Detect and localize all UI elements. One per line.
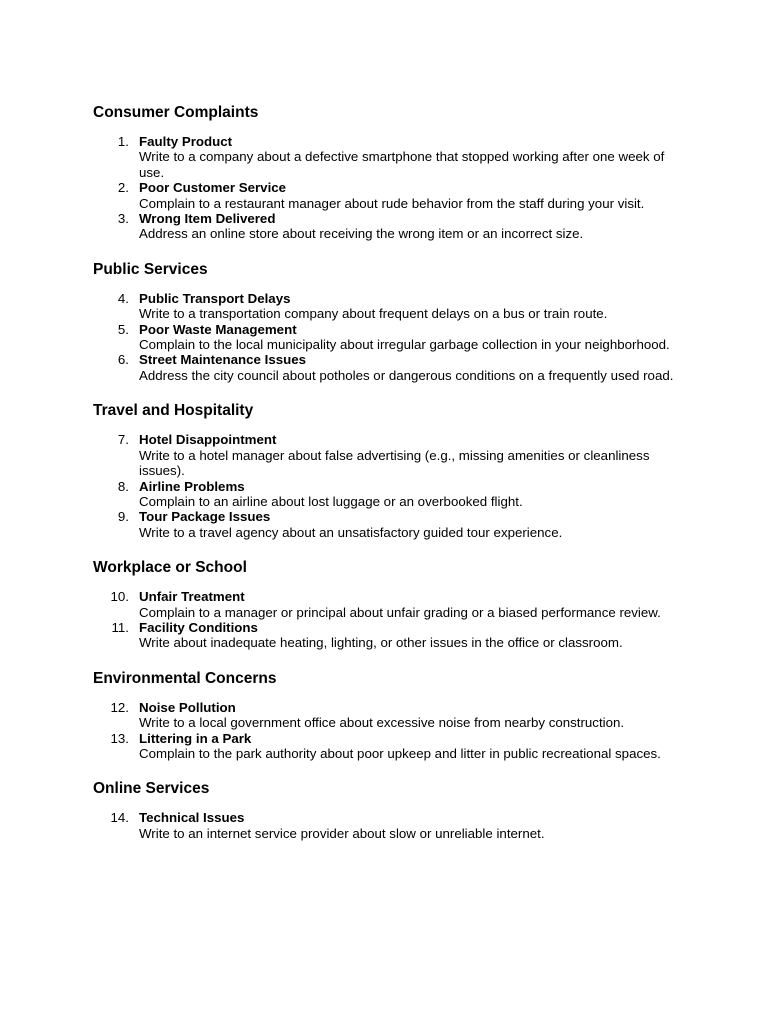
item-description: Write to a local government office about excessive noise from nearby construction. [139, 715, 625, 731]
item-number: 6. [117, 352, 129, 368]
item-title: Unfair Treatment [139, 589, 245, 605]
item-number: 2. [117, 180, 129, 196]
item-number: 7. [117, 432, 129, 448]
item-title: Faulty Product [139, 134, 233, 149]
item-list [93, 432, 693, 540]
list-item [93, 620, 693, 651]
list-item [93, 509, 693, 540]
section-heading: Travel and Hospitality [93, 402, 254, 420]
item-description: Complain to the local municipality about irregular garbage collection in your neighborhood. [139, 337, 670, 353]
item-description: Write about inadequate heating, lighting, or other issues in the office or classroom. [139, 635, 623, 651]
item-title: Facility Conditions [139, 619, 258, 635]
item-title: Public Transport Delays [139, 290, 291, 306]
section [93, 400, 693, 540]
list-item [93, 352, 693, 383]
item-description: Write to a transportation company about frequent delays on a bus or train route. [139, 306, 608, 322]
list-item [93, 211, 693, 242]
item-description: Address the city council about potholes or dangerous conditions on a frequently used road. [139, 367, 674, 383]
item-list [93, 589, 693, 651]
item-list [93, 810, 693, 841]
item-title: Poor Customer Service [139, 180, 287, 196]
section-heading: Public Services [93, 260, 208, 278]
item-number: 12. [110, 699, 129, 715]
section [93, 259, 693, 383]
item-description: Address an online store about receiving the wrong item or an incorrect size. [139, 226, 584, 242]
list-item [93, 810, 693, 841]
section-heading: Environmental Concerns [93, 669, 277, 687]
item-description: Complain to a manager or principal about unfair grading or a biased performance review. [139, 604, 661, 620]
item-number: 4. [117, 290, 129, 306]
item-title: Wrong Item Delivered [139, 211, 276, 227]
item-title: Hotel Disappointment [139, 432, 277, 448]
item-number: 5. [117, 321, 129, 337]
section [93, 102, 693, 242]
item-number: 10. [110, 589, 129, 605]
item-number: 9. [117, 509, 129, 525]
list-item [93, 700, 693, 731]
item-title: Street Maintenance Issues [139, 352, 307, 368]
list-item [93, 479, 693, 510]
item-title: Poor Waste Management [139, 321, 297, 337]
item-number: 1. [117, 134, 129, 149]
section [93, 668, 693, 762]
item-description: Complain to the park authority about poor upkeep and litter in public recreational spaces. [139, 745, 661, 761]
section [93, 557, 693, 651]
item-description: Write to an internet service provider about slow or unreliable internet. [139, 825, 545, 841]
item-title: Noise Pollution [139, 699, 236, 715]
item-title: Airline Problems [139, 478, 245, 494]
list-item [93, 291, 693, 322]
item-description: Write to a hotel manager about false advertising (e.g., missing amenities or cleanliness issues). [139, 447, 650, 479]
section-heading: Online Services [93, 780, 210, 798]
item-list [93, 700, 693, 762]
item-description: Complain to an airline about lost luggage or an overbooked flight. [139, 493, 523, 509]
document-body [93, 102, 693, 841]
list-item [93, 322, 693, 353]
item-number: 14. [110, 810, 129, 826]
item-list [93, 291, 693, 383]
section-heading: Consumer Complaints [93, 104, 259, 121]
item-title: Littering in a Park [139, 730, 252, 746]
section-heading: Workplace or School [93, 559, 247, 577]
item-description: Write to a company about a defective smartphone that stopped working after one week of use. [139, 149, 665, 180]
item-description: Complain to a restaurant manager about rude behavior from the staff during your visit. [139, 195, 645, 211]
item-title: Tour Package Issues [139, 509, 271, 525]
item-number: 3. [117, 211, 129, 227]
item-title: Technical Issues [139, 810, 245, 826]
item-list [93, 134, 693, 242]
list-item [93, 589, 693, 620]
item-number: 8. [117, 478, 129, 494]
section [93, 778, 693, 841]
item-description: Write to a travel agency about an unsatisfactory guided tour experience. [139, 524, 563, 540]
item-number: 13. [110, 730, 129, 746]
list-item [93, 134, 693, 180]
item-number: 11. [111, 619, 129, 635]
list-item [93, 731, 693, 762]
list-item [93, 432, 693, 478]
list-item [93, 180, 693, 211]
